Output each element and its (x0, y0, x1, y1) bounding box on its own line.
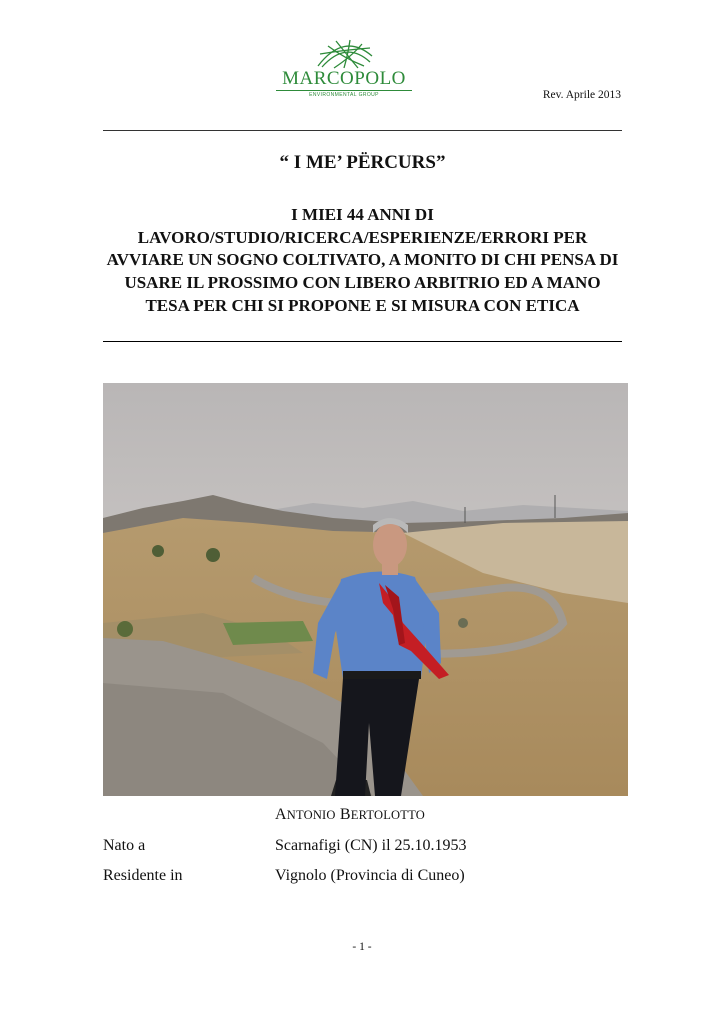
company-logo (276, 38, 412, 100)
globe-icon (314, 38, 374, 70)
document-title: “ I ME’ PËRCURS” (279, 152, 446, 173)
first-name-rest: NTONIO (286, 808, 336, 822)
first-initial: A (275, 806, 287, 823)
last-initial: B (339, 806, 351, 823)
residence-value: Vignolo (Provincia di Cuneo) (275, 867, 465, 884)
birth-value: Scarnafigi (CN) il 25.10.1953 (275, 837, 467, 854)
person-name (275, 806, 425, 824)
birth-label: Nato a (103, 837, 146, 854)
revision-date: Rev. Aprile 2013 (542, 89, 621, 101)
logo-tagline: ENVIRONMENTAL GROUP (276, 90, 412, 98)
residence-label: Residente in (103, 867, 183, 884)
title-divider (103, 341, 622, 342)
last-name-rest: ERTOLOTTO (350, 808, 425, 822)
page-number: - 1 - (352, 941, 372, 953)
document-subtitle: I MIEI 44 ANNI DI LAVORO/STUDIO/RICERCA/ESPERIENZE/ERRORI PER AVVIARE UN SOGNO COLTIVATO, A MONITO DI CHI PENSA DI USARE IL PROSSIMO CON LIBERO ARBITRIO ED A MANO TESA PER CHI SI PROPONE E SI MISURA CON ETICA (106, 205, 619, 315)
logo-wordmark: MARCOPOLO (282, 68, 406, 89)
header-divider (103, 130, 622, 131)
portrait-photo (103, 383, 628, 796)
